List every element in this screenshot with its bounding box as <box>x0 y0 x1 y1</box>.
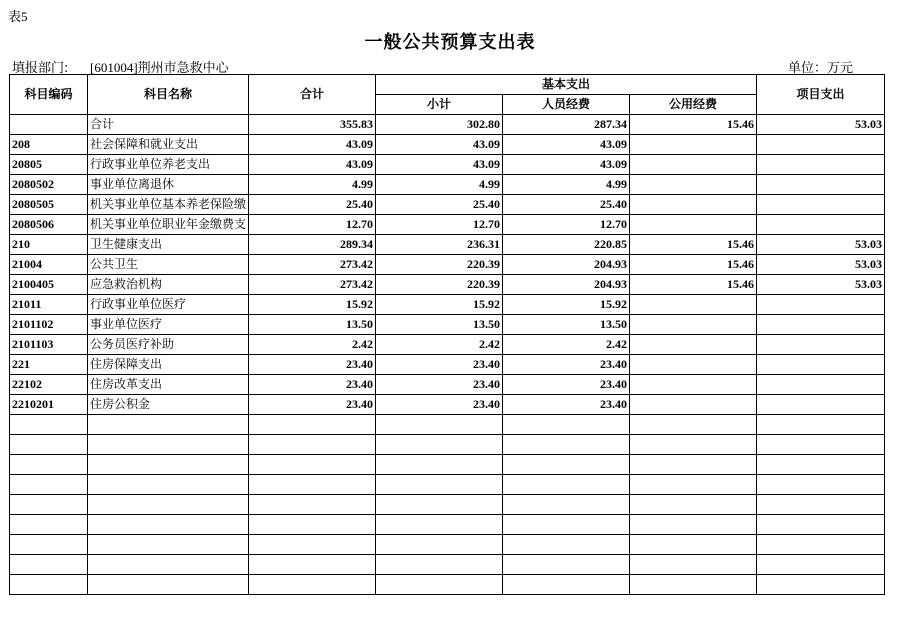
cell-project: 53.03 <box>757 275 885 295</box>
table-row <box>10 375 885 395</box>
sheet-number: 表5 <box>8 9 28 24</box>
cell-personnel: 204.93 <box>503 255 630 275</box>
header-name: 科目名称 <box>88 75 249 115</box>
table-row <box>10 115 885 135</box>
cell-code: 21004 <box>10 255 88 275</box>
cell-project <box>757 535 885 555</box>
header-project: 项目支出 <box>757 75 885 115</box>
cell-code: 2100405 <box>10 275 88 295</box>
table-row <box>10 255 885 275</box>
cell-public <box>630 355 757 375</box>
cell-personnel <box>503 555 630 575</box>
cell-project <box>757 135 885 155</box>
table-row <box>10 555 885 575</box>
cell-name: 住房改革支出 <box>88 375 249 395</box>
cell-project <box>757 315 885 335</box>
table-row <box>10 295 885 315</box>
cell-code <box>10 455 88 475</box>
table-row <box>10 495 885 515</box>
table-row <box>10 395 885 415</box>
table-row <box>10 195 885 215</box>
cell-personnel <box>503 475 630 495</box>
cell-name <box>88 415 249 435</box>
cell-subtotal <box>376 495 503 515</box>
cell-public <box>630 375 757 395</box>
cell-subtotal: 12.70 <box>376 215 503 235</box>
cell-public <box>630 295 757 315</box>
cell-subtotal <box>376 535 503 555</box>
cell-public <box>630 475 757 495</box>
cell-project <box>757 375 885 395</box>
cell-code <box>10 435 88 455</box>
table-row <box>10 415 885 435</box>
cell-subtotal <box>376 515 503 535</box>
cell-name <box>88 575 249 595</box>
header-basic: 基本支出 <box>376 75 757 95</box>
cell-public: 15.46 <box>630 115 757 135</box>
cell-name: 事业单位医疗 <box>88 315 249 335</box>
cell-name: 住房公积金 <box>88 395 249 415</box>
cell-personnel: 204.93 <box>503 275 630 295</box>
cell-total: 23.40 <box>249 355 376 375</box>
cell-public <box>630 535 757 555</box>
cell-public: 15.46 <box>630 255 757 275</box>
cell-total: 13.50 <box>249 315 376 335</box>
cell-subtotal: 220.39 <box>376 255 503 275</box>
cell-public: 15.46 <box>630 275 757 295</box>
cell-project: 53.03 <box>757 235 885 255</box>
cell-total <box>249 415 376 435</box>
cell-public <box>630 515 757 535</box>
cell-name <box>88 515 249 535</box>
cell-public <box>630 575 757 595</box>
cell-project: 53.03 <box>757 115 885 135</box>
unit-label: 单位：万元 <box>788 61 854 76</box>
cell-personnel <box>503 535 630 555</box>
cell-project <box>757 295 885 315</box>
cell-code: 2210201 <box>10 395 88 415</box>
cell-code <box>10 575 88 595</box>
cell-total: 23.40 <box>249 375 376 395</box>
cell-subtotal: 43.09 <box>376 135 503 155</box>
cell-total: 12.70 <box>249 215 376 235</box>
cell-total <box>249 455 376 475</box>
cell-project <box>757 155 885 175</box>
table-row <box>10 515 885 535</box>
cell-code <box>10 115 88 135</box>
table-row <box>10 535 885 555</box>
cell-project <box>757 555 885 575</box>
table-row <box>10 435 885 455</box>
cell-name: 机关事业单位职业年金缴费支 <box>88 215 249 235</box>
header-subtotal: 小计 <box>376 95 503 115</box>
department-value: [601004]荆州市急救中心 <box>90 60 229 75</box>
table-row <box>10 215 885 235</box>
table-body <box>10 115 885 595</box>
cell-total <box>249 555 376 575</box>
cell-project <box>757 575 885 595</box>
cell-code: 2080502 <box>10 175 88 195</box>
cell-code: 22102 <box>10 375 88 395</box>
cell-total: 4.99 <box>249 175 376 195</box>
cell-personnel: 23.40 <box>503 375 630 395</box>
table-row <box>10 575 885 595</box>
header-public: 公用经费 <box>630 95 757 115</box>
cell-project <box>757 435 885 455</box>
cell-project: 53.03 <box>757 255 885 275</box>
cell-project <box>757 215 885 235</box>
cell-name: 机关事业单位基本养老保险缴 <box>88 195 249 215</box>
cell-code <box>10 515 88 535</box>
cell-project <box>757 415 885 435</box>
table-row <box>10 475 885 495</box>
cell-personnel: 23.40 <box>503 355 630 375</box>
cell-code: 21011 <box>10 295 88 315</box>
cell-public <box>630 435 757 455</box>
cell-total: 25.40 <box>249 195 376 215</box>
cell-code <box>10 535 88 555</box>
cell-subtotal: 302.80 <box>376 115 503 135</box>
cell-code: 2101102 <box>10 315 88 335</box>
table-row <box>10 355 885 375</box>
cell-personnel: 2.42 <box>503 335 630 355</box>
cell-total <box>249 535 376 555</box>
cell-total: 15.92 <box>249 295 376 315</box>
table-row <box>10 175 885 195</box>
cell-total <box>249 435 376 455</box>
cell-public <box>630 195 757 215</box>
table-row <box>10 235 885 255</box>
budget-table <box>9 74 885 595</box>
cell-total: 2.42 <box>249 335 376 355</box>
cell-personnel <box>503 495 630 515</box>
table-row <box>10 335 885 355</box>
cell-name: 合计 <box>88 115 249 135</box>
cell-subtotal <box>376 475 503 495</box>
cell-name <box>88 495 249 515</box>
cell-subtotal <box>376 555 503 575</box>
cell-code: 20805 <box>10 155 88 175</box>
cell-name <box>88 455 249 475</box>
cell-project <box>757 475 885 495</box>
cell-project <box>757 355 885 375</box>
cell-name <box>88 535 249 555</box>
cell-code: 210 <box>10 235 88 255</box>
cell-personnel <box>503 575 630 595</box>
cell-public <box>630 135 757 155</box>
cell-public <box>630 175 757 195</box>
cell-personnel <box>503 455 630 475</box>
cell-subtotal <box>376 415 503 435</box>
cell-subtotal <box>376 455 503 475</box>
cell-name: 行政事业单位医疗 <box>88 295 249 315</box>
cell-project <box>757 335 885 355</box>
cell-name: 行政事业单位养老支出 <box>88 155 249 175</box>
department-label: 填报部门: <box>12 61 69 76</box>
cell-subtotal: 236.31 <box>376 235 503 255</box>
cell-project <box>757 495 885 515</box>
cell-name: 住房保障支出 <box>88 355 249 375</box>
cell-public <box>630 315 757 335</box>
cell-personnel: 43.09 <box>503 155 630 175</box>
cell-code: 2080505 <box>10 195 88 215</box>
cell-subtotal <box>376 435 503 455</box>
cell-subtotal <box>376 575 503 595</box>
cell-personnel <box>503 435 630 455</box>
cell-subtotal: 43.09 <box>376 155 503 175</box>
cell-project <box>757 515 885 535</box>
cell-personnel: 13.50 <box>503 315 630 335</box>
cell-subtotal: 4.99 <box>376 175 503 195</box>
cell-code: 208 <box>10 135 88 155</box>
cell-public <box>630 415 757 435</box>
cell-code <box>10 415 88 435</box>
cell-name: 卫生健康支出 <box>88 235 249 255</box>
cell-personnel: 15.92 <box>503 295 630 315</box>
cell-subtotal: 23.40 <box>376 395 503 415</box>
cell-name: 应急救治机构 <box>88 275 249 295</box>
cell-public <box>630 335 757 355</box>
cell-total: 43.09 <box>249 155 376 175</box>
cell-total: 23.40 <box>249 395 376 415</box>
cell-project <box>757 455 885 475</box>
cell-public <box>630 495 757 515</box>
cell-subtotal: 13.50 <box>376 315 503 335</box>
cell-personnel: 43.09 <box>503 135 630 155</box>
cell-total: 355.83 <box>249 115 376 135</box>
cell-personnel <box>503 415 630 435</box>
cell-public <box>630 155 757 175</box>
cell-subtotal: 15.92 <box>376 295 503 315</box>
cell-personnel: 220.85 <box>503 235 630 255</box>
cell-public <box>630 215 757 235</box>
cell-name: 社会保障和就业支出 <box>88 135 249 155</box>
cell-total: 273.42 <box>249 275 376 295</box>
cell-name: 事业单位离退休 <box>88 175 249 195</box>
table-row <box>10 155 885 175</box>
cell-subtotal: 25.40 <box>376 195 503 215</box>
cell-public: 15.46 <box>630 235 757 255</box>
cell-personnel: 287.34 <box>503 115 630 135</box>
cell-total: 289.34 <box>249 235 376 255</box>
cell-public <box>630 395 757 415</box>
cell-subtotal: 23.40 <box>376 355 503 375</box>
cell-public <box>630 555 757 575</box>
cell-total: 273.42 <box>249 255 376 275</box>
page-title: 一般公共预算支出表 <box>364 32 536 53</box>
cell-project <box>757 175 885 195</box>
cell-personnel <box>503 515 630 535</box>
cell-code: 221 <box>10 355 88 375</box>
header-total: 合计 <box>249 75 376 115</box>
table-row <box>10 135 885 155</box>
cell-public <box>630 455 757 475</box>
cell-code <box>10 495 88 515</box>
cell-name <box>88 435 249 455</box>
cell-total <box>249 515 376 535</box>
table-row <box>10 455 885 475</box>
cell-project <box>757 195 885 215</box>
cell-code: 2080506 <box>10 215 88 235</box>
cell-name: 公务员医疗补助 <box>88 335 249 355</box>
cell-total <box>249 475 376 495</box>
cell-total <box>249 575 376 595</box>
table-row <box>10 315 885 335</box>
cell-subtotal: 220.39 <box>376 275 503 295</box>
header-personnel: 人员经费 <box>503 95 630 115</box>
cell-subtotal: 2.42 <box>376 335 503 355</box>
cell-personnel: 4.99 <box>503 175 630 195</box>
cell-subtotal: 23.40 <box>376 375 503 395</box>
table-row <box>10 275 885 295</box>
cell-code <box>10 475 88 495</box>
cell-personnel: 12.70 <box>503 215 630 235</box>
cell-project <box>757 395 885 415</box>
cell-personnel: 25.40 <box>503 195 630 215</box>
cell-name: 公共卫生 <box>88 255 249 275</box>
cell-name <box>88 475 249 495</box>
cell-code: 2101103 <box>10 335 88 355</box>
cell-name <box>88 555 249 575</box>
header-code: 科目编码 <box>10 75 88 115</box>
cell-personnel: 23.40 <box>503 395 630 415</box>
cell-code <box>10 555 88 575</box>
cell-total: 43.09 <box>249 135 376 155</box>
cell-total <box>249 495 376 515</box>
